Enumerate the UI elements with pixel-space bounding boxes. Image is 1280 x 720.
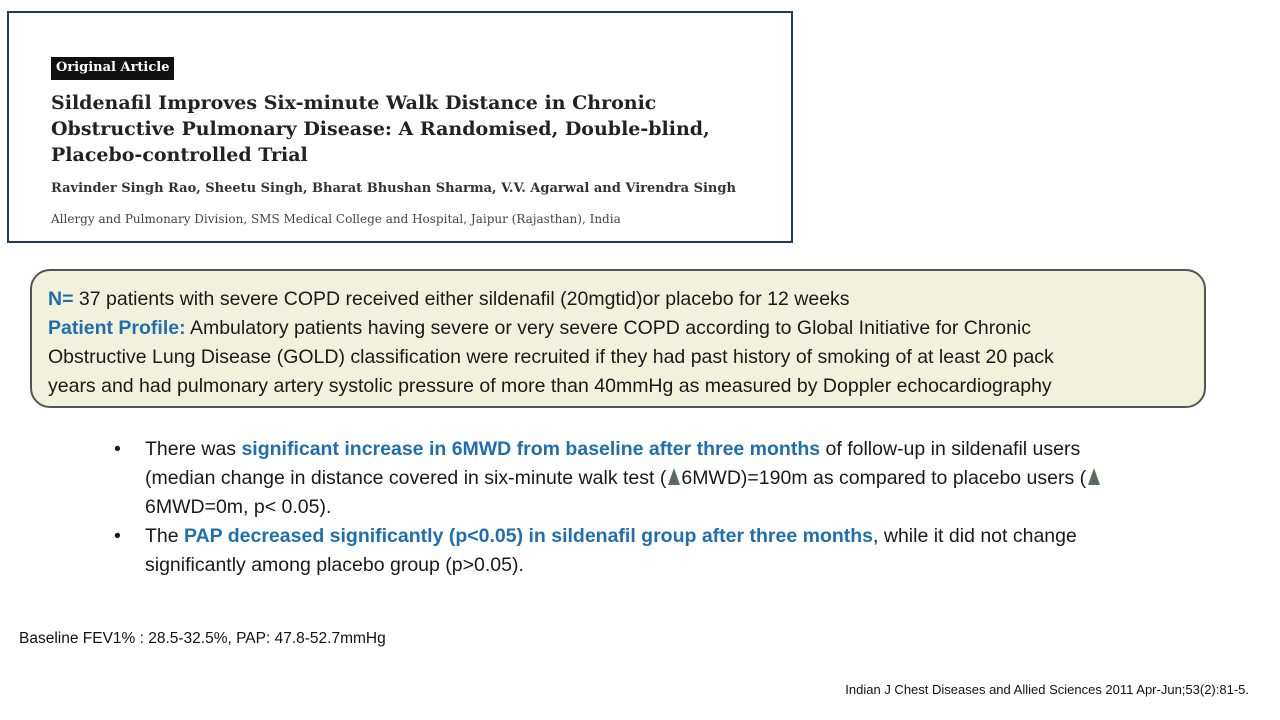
article-type-badge: Original Article bbox=[51, 57, 174, 80]
finding-highlight: significant increase in 6MWD from baseline after three months bbox=[241, 438, 821, 460]
study-summary-box bbox=[30, 269, 1206, 408]
finding-text: 6MWD=0m, p< 0.05). bbox=[145, 496, 332, 518]
patient-profile-line-1 bbox=[48, 314, 1188, 343]
finding-highlight: PAP decreased significantly (p<0.05) in sildenafil group after three months bbox=[184, 525, 874, 547]
finding-text: The bbox=[145, 525, 185, 547]
patient-profile-line-3: years and had pulmonary artery systolic pressure of more than 40mmHg as measured by Doppler echocardiography bbox=[48, 375, 1052, 397]
bullet-icon: • bbox=[114, 438, 121, 460]
finding-item-pap bbox=[112, 522, 1152, 580]
sample-size-label: N= bbox=[48, 288, 74, 310]
article-title: Sildenafil Improves Six-minute Walk Distance in Chronic Obstructive Pulmonary Disease: A Randomised, Double-blind, Placebo-controlled Trial bbox=[51, 92, 710, 166]
sample-size-text: 37 patients with severe COPD received either sildenafil (20mgtid)or placebo for 12 weeks bbox=[73, 288, 850, 310]
article-authors: Ravinder Singh Rao, Sheetu Singh, Bharat Bhushan Sharma, V.V. Agarwal and Virendra Singh bbox=[51, 181, 736, 196]
finding-text: , while it did not change significantly among placebo group (p>0.05). bbox=[145, 525, 1077, 576]
sample-size-line bbox=[48, 285, 1188, 314]
findings-list bbox=[112, 435, 1152, 580]
patient-profile-label: Patient Profile: bbox=[48, 317, 186, 339]
article-affiliation: Allergy and Pulmonary Division, SMS Medical College and Hospital, Jaipur (Rajasthan), India bbox=[51, 212, 621, 226]
delta-icon bbox=[1088, 468, 1100, 485]
bullet-icon: • bbox=[114, 525, 121, 547]
article-header-image bbox=[7, 11, 793, 243]
finding-text: There was bbox=[145, 438, 242, 460]
finding-text: 6MWD)=190m as compared to placebo users ( bbox=[681, 467, 1087, 489]
delta-icon bbox=[668, 468, 680, 485]
patient-profile-line-2: Obstructive Lung Disease (GOLD) classification were recruited if they had past history of smoking of at least 20 pack bbox=[48, 346, 1054, 368]
finding-item-6mwd bbox=[112, 435, 1152, 522]
journal-citation: Indian J Chest Diseases and Allied Sciences 2011 Apr-Jun;53(2):81-5. bbox=[845, 682, 1249, 697]
finding-text: of follow-up in sildenafil users (median change in distance covered in six-minute walk test ( bbox=[145, 438, 1081, 489]
patient-profile-text-1: Ambulatory patients having severe or very severe COPD according to Global Initiative for Chronic bbox=[185, 317, 1032, 339]
baseline-values: Baseline FEV1% : 28.5-32.5%, PAP: 47.8-52.7mmHg bbox=[19, 630, 386, 647]
